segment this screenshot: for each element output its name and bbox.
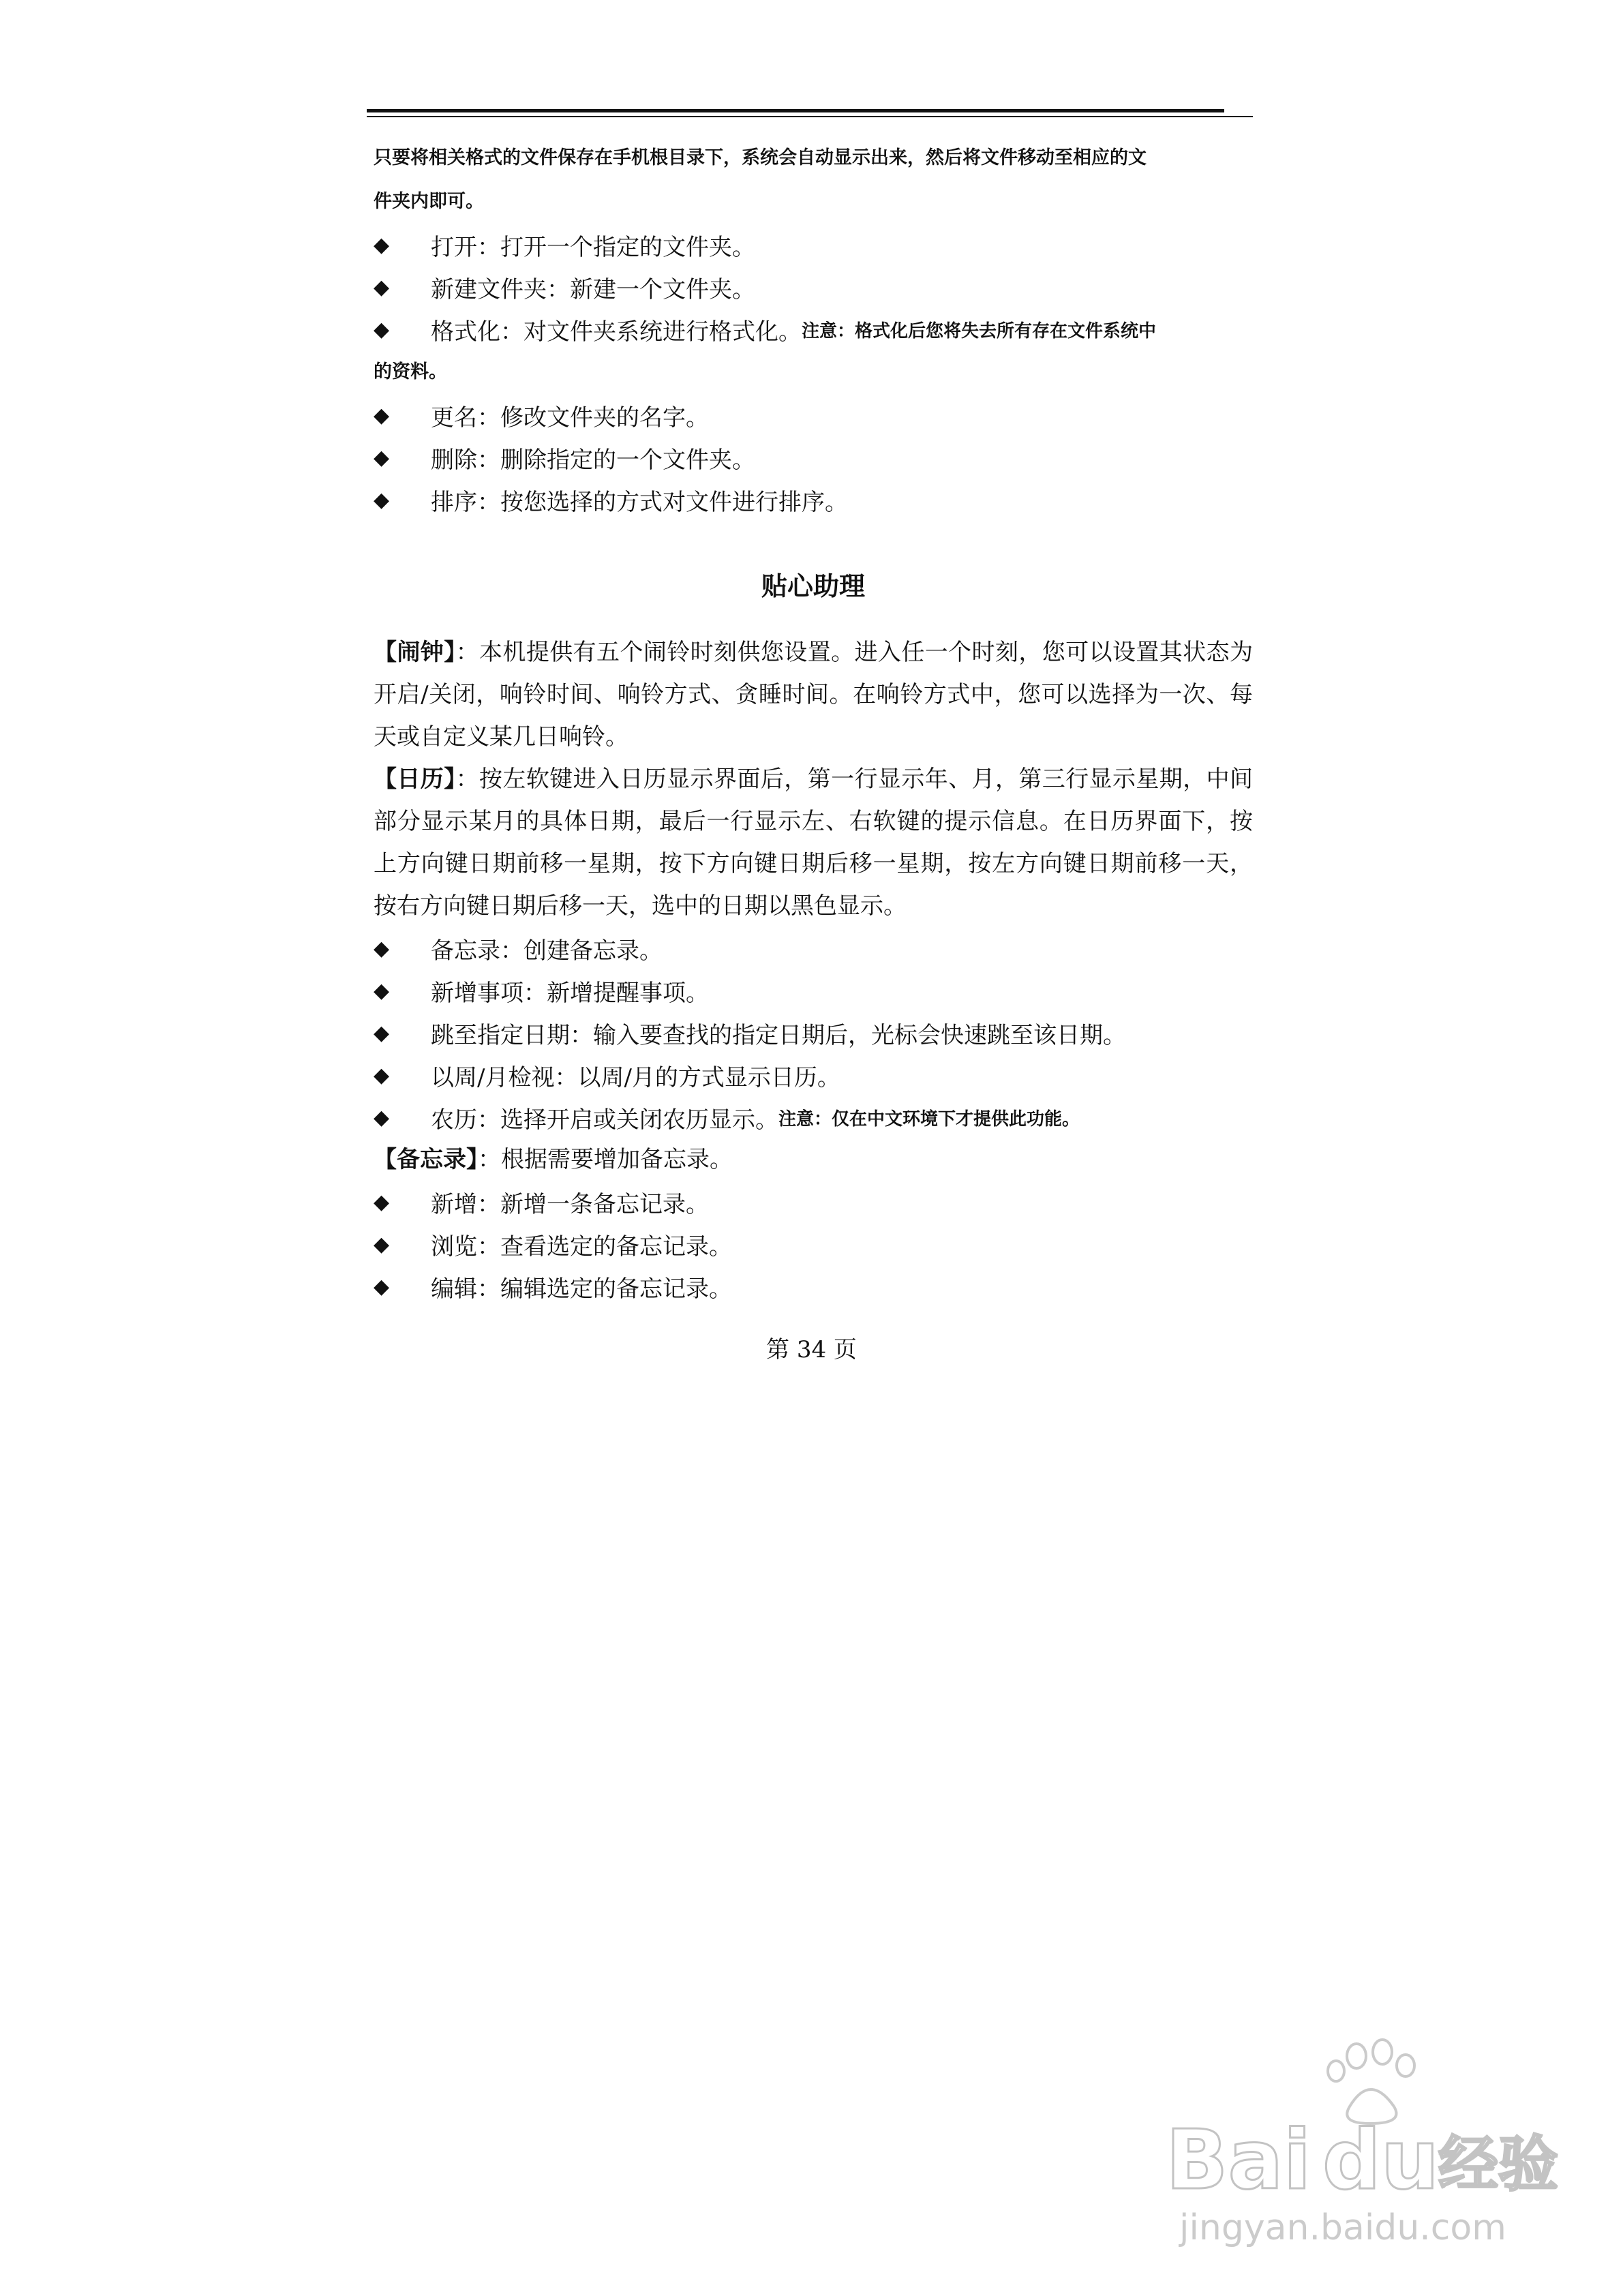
header-rule-thin [367,116,1253,117]
watermark-brand: Bai [1166,2113,1311,2208]
calendar-paragraph [374,758,1253,927]
list-item-text: 新增事项：新增提醒事项。 [431,979,709,1007]
list-item [374,308,1253,350]
diamond-bullet-icon: ◆ [374,1021,390,1045]
list-item-text: 新增：新增一条备忘记录。 [431,1190,709,1218]
list-item-text: 格式化：对文件夹系统进行格式化。 [431,318,802,346]
diamond-bullet-icon: ◆ [374,403,390,427]
diamond-bullet-icon: ◆ [374,936,390,961]
diamond-bullet-icon: ◆ [374,487,390,512]
diamond-bullet-icon: ◆ [374,1274,390,1299]
list-item [374,394,1253,436]
list-item-text: 浏览：查看选定的备忘记录。 [431,1233,732,1260]
page-content [374,136,1253,1308]
list-item-text: 更名：修改文件夹的名字。 [431,404,709,432]
alarm-text: ：本机提供有五个闹铃时刻供您设置。进入任一个时刻，您可以设置其状态为开启/关闭，响铃时间、响铃方式、贪睡时间。在响铃方式中，您可以选择为一次、每天或自定义某几日响铃。 [374,639,1254,751]
diamond-bullet-icon: ◆ [374,275,390,299]
list-item [374,927,1253,969]
list-item [374,1181,1253,1223]
diamond-bullet-icon: ◆ [374,232,390,257]
list-item-text: 排序：按您选择的方式对文件进行排序。 [431,488,848,516]
list-item-text: 打开：打开一个指定的文件夹。 [431,233,755,261]
list-item-text: 新建文件夹：新建一个文件夹。 [431,275,755,303]
section-title: 贴心助理 [761,571,865,601]
diamond-bullet-icon: ◆ [374,445,390,470]
alarm-paragraph [374,631,1253,758]
list-item [374,266,1253,308]
baidu-jingyan-watermark [1152,2031,1561,2256]
diamond-bullet-icon: ◆ [374,1190,390,1214]
list-item [374,224,1253,266]
warning-note: 注意：格式化后您将失去所有存在文件系统中 [802,320,1157,342]
diamond-bullet-icon: ◆ [374,317,390,342]
watermark-brand-du: du [1322,2113,1440,2208]
list-item-text: 跳至指定日期：输入要查找的指定日期后，光标会快速跳至该日期。 [431,1021,1126,1049]
warning-note: 注意：仅在中文环境下才提供此功能。 [778,1108,1080,1130]
list-item [374,969,1253,1012]
warning-note-continued: 的资料。 [374,361,447,382]
list-item [374,1265,1253,1308]
page-number: 第 34 页 [766,1336,857,1363]
list-item [374,1012,1253,1054]
paw-icon [1328,2040,1414,2124]
watermark-url: jingyan.baidu.com [1179,2207,1506,2248]
intro-line-1: 只要将相关格式的文件保存在手机根目录下，系统会自动显示出来，然后将文件移动至相应的文 [374,147,1147,168]
memo-paragraph [374,1138,1253,1181]
calendar-text: ：按左软键进入日历显示界面后，第一行显示年、月，第三行显示星期，中间部分显示某月的具体日期，最后一行显示左、右软键的提示信息。在日历界面下，按上方向键日期前移一星期，按下方向键日期后移一星期，按左方向键日期前移一天，按右方向键日期后移一天，选中的日期以黑色显示。 [374,766,1254,920]
list-item-text: 以周/月检视：以周/月的方式显示日历。 [431,1063,840,1091]
intro-line-2: 件夹内即可。 [374,191,484,212]
list-item [374,1096,1253,1138]
list-item-text: 备忘录：创建备忘录。 [431,937,663,965]
diamond-bullet-icon: ◆ [374,978,390,1003]
diamond-bullet-icon: ◆ [374,1232,390,1256]
list-item [374,436,1253,479]
list-item [374,1223,1253,1265]
list-item-text: 编辑：编辑选定的备忘记录。 [431,1275,732,1303]
list-item-text: 删除：删除指定的一个文件夹。 [431,446,755,474]
alarm-tag: 【闹钟】 [374,639,456,666]
calendar-tag: 【日历】 [374,766,456,793]
memo-tag: 【备忘录】 [374,1146,478,1173]
diamond-bullet-icon: ◆ [374,1105,390,1130]
memo-text: ：根据需要增加备忘录。 [478,1146,733,1173]
list-item [374,479,1253,521]
diamond-bullet-icon: ◆ [374,1063,390,1087]
list-item-text: 农历：选择开启或关闭农历显示。 [431,1106,778,1134]
header-rule [367,109,1224,112]
watermark-cn: 经验 [1438,2129,1559,2199]
list-item [374,1054,1253,1096]
